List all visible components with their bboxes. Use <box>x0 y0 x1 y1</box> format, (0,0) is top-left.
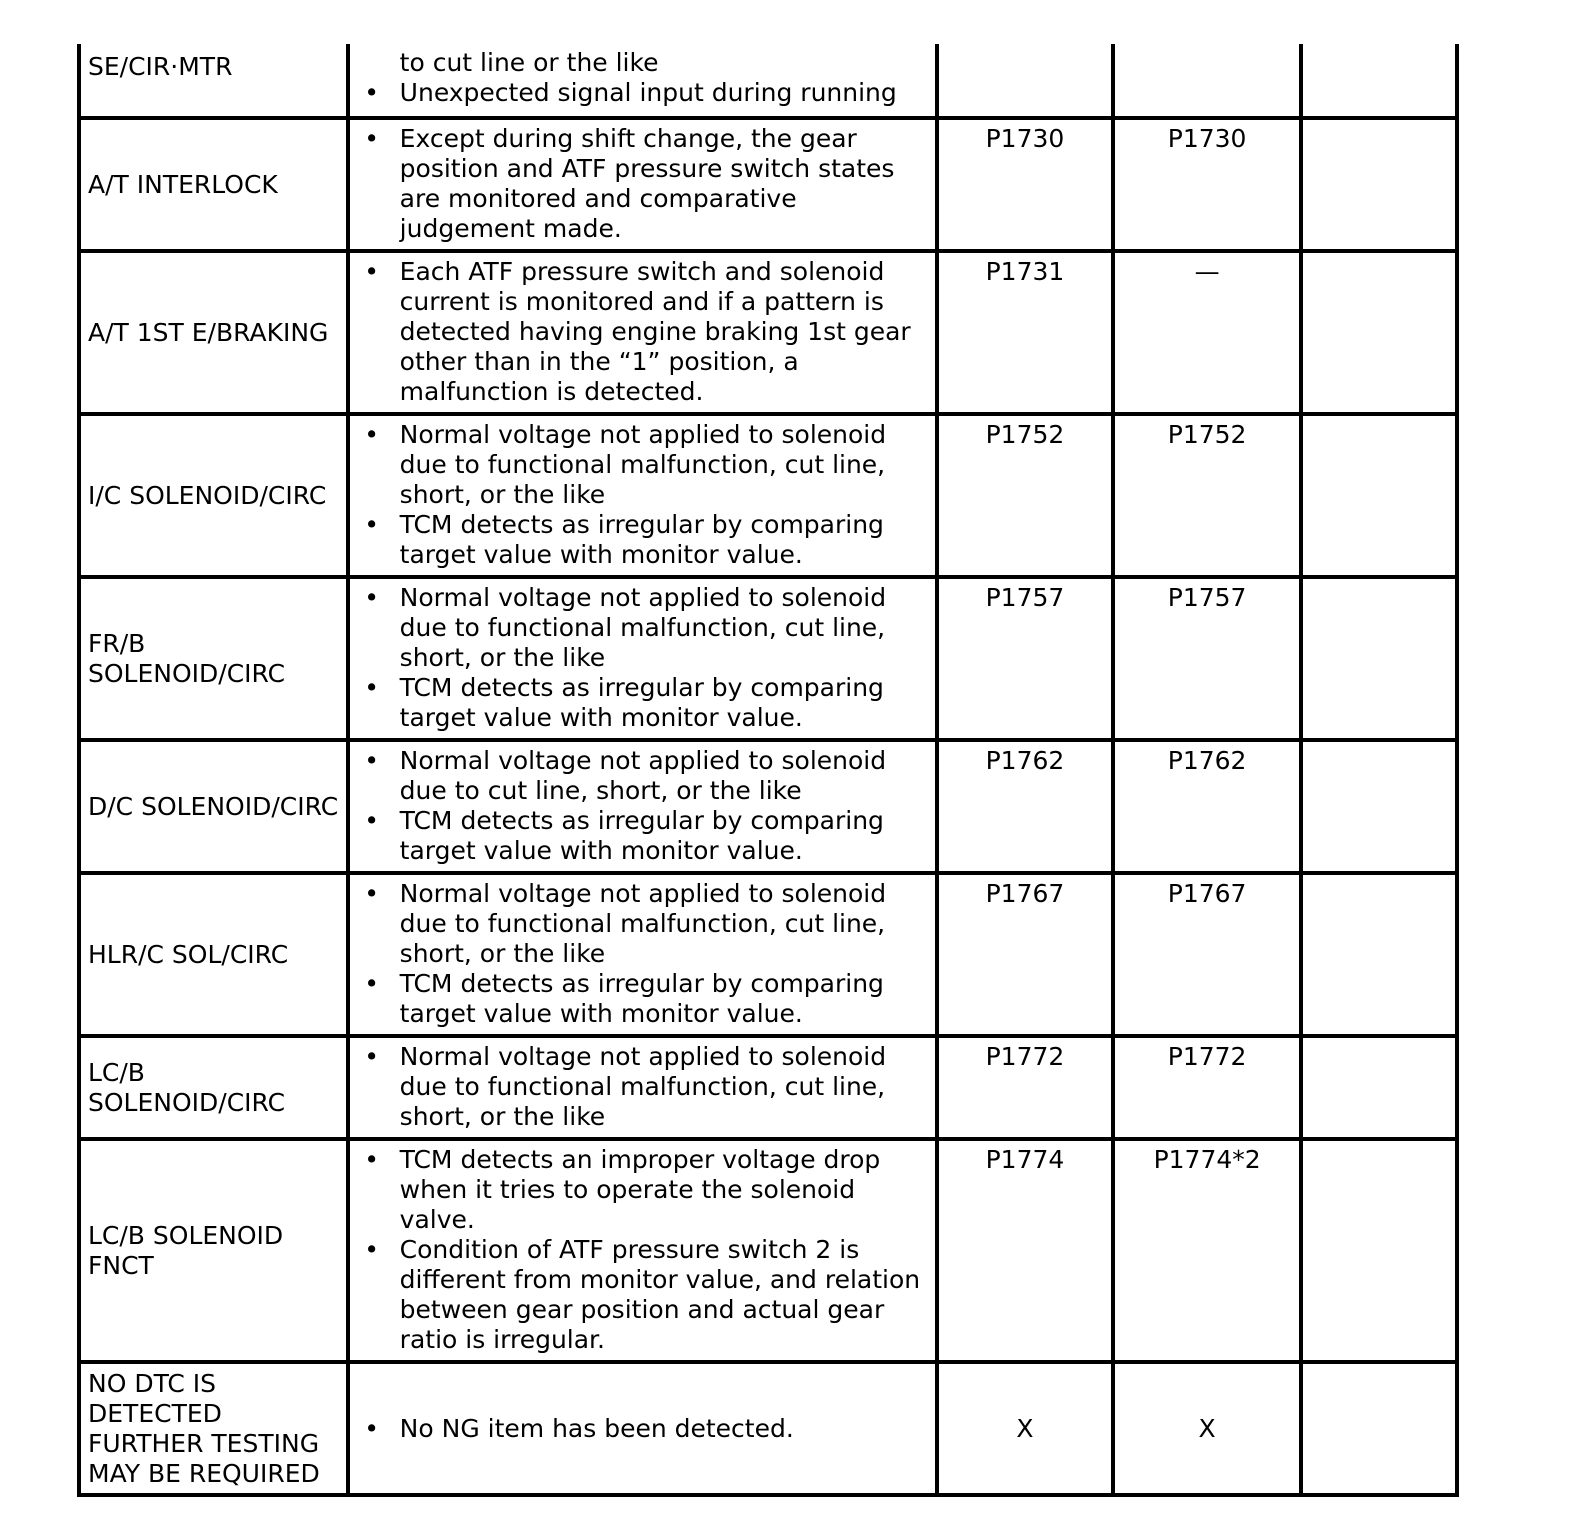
dtc-code-3 <box>1301 414 1457 577</box>
table-row <box>79 1036 1457 1139</box>
item-cell <box>79 1036 348 1139</box>
bullet-icon: • <box>364 1042 380 1071</box>
item-label: D/C SOLENOID/CIRC <box>88 791 339 821</box>
condition-cell <box>348 1036 937 1139</box>
item-cell <box>79 1139 348 1362</box>
table-row <box>79 44 1457 118</box>
condition-item: • No NG item has been detected. <box>356 1414 929 1444</box>
condition-item: • Except during shift change, the gear position and ATF pressure switch states are monitored and comparative judgement made. <box>356 124 929 244</box>
dtc-code-2: P1730 <box>1113 118 1301 251</box>
dtc-code-2: P1774*2 <box>1113 1139 1301 1362</box>
dtc-code-2: P1752 <box>1113 414 1301 577</box>
dtc-code-3 <box>1301 1362 1457 1495</box>
bullet-icon: • <box>364 1235 380 1264</box>
dtc-code-1: P1752 <box>937 414 1113 577</box>
dtc-code-3 <box>1301 577 1457 740</box>
item-cell <box>79 251 348 414</box>
condition-item: • Each ATF pressure switch and solenoid current is monitored and if a pattern is detected having engine braking 1st gear other than in the “1” position, a malfunction is detected. <box>356 257 929 407</box>
condition-item: • Normal voltage not applied to solenoid due to functional malfunction, cut line, short, or the like <box>356 583 929 673</box>
dtc-code-1: P1757 <box>937 577 1113 740</box>
item-cell <box>79 577 348 740</box>
condition-cell <box>348 873 937 1036</box>
bullet-icon: • <box>364 969 380 998</box>
dtc-code-1: P1774 <box>937 1139 1113 1362</box>
bullet-icon: • <box>364 1145 380 1174</box>
table-row <box>79 873 1457 1036</box>
condition-item: • Condition of ATF pressure switch 2 is different from monitor value, and relation between gear position and actual gear ratio is irregular. <box>356 1235 929 1355</box>
dtc-code-2: — <box>1113 251 1301 414</box>
condition-cell <box>348 251 937 414</box>
bullet-icon: • <box>364 257 380 286</box>
dtc-code-3 <box>1301 44 1457 118</box>
bullet-icon: • <box>364 806 380 835</box>
dtc-code-1: P1767 <box>937 873 1113 1036</box>
condition-item: • TCM detects as irregular by comparing target value with monitor value. <box>356 510 929 570</box>
condition-item: • Unexpected signal input during running <box>356 78 929 108</box>
dtc-code-3 <box>1301 873 1457 1036</box>
condition-cell <box>348 44 937 118</box>
bullet-icon: • <box>364 78 380 107</box>
item-label: NO DTC IS DETECTED FURTHER TESTING MAY BE REQUIRED <box>88 1368 320 1488</box>
item-cell <box>79 740 348 873</box>
item-label: A/T 1ST E/BRAKING <box>88 317 329 347</box>
dtc-code-3 <box>1301 1139 1457 1362</box>
table-row <box>79 251 1457 414</box>
item-label: SE/CIR·MTR <box>88 52 233 81</box>
item-label: LC/B SOLENOID/CIRC <box>88 1057 286 1117</box>
condition-cell <box>348 740 937 873</box>
bullet-icon: • <box>364 746 380 775</box>
dtc-code-1: P1730 <box>937 118 1113 251</box>
table-row <box>79 118 1457 251</box>
dtc-code-3 <box>1301 1036 1457 1139</box>
dtc-code-2: P1762 <box>1113 740 1301 873</box>
condition-cell <box>348 414 937 577</box>
condition-item: • Normal voltage not applied to solenoid due to functional malfunction, cut line, short, or the like <box>356 420 929 510</box>
item-label: A/T INTERLOCK <box>88 169 278 199</box>
condition-item: • Normal voltage not applied to solenoid due to functional malfunction, cut line, short, or the like <box>356 1042 929 1132</box>
dtc-code-2: P1772 <box>1113 1036 1301 1139</box>
condition-item: • TCM detects as irregular by comparing target value with monitor value. <box>356 806 929 866</box>
dtc-code-2 <box>1113 44 1301 118</box>
bullet-icon: • <box>364 510 380 539</box>
bullet-icon: • <box>364 583 380 612</box>
item-cell <box>79 873 348 1036</box>
condition-item: • Normal voltage not applied to solenoid due to cut line, short, or the like <box>356 746 929 806</box>
condition-item: • TCM detects as irregular by comparing target value with monitor value. <box>356 673 929 733</box>
item-label: FR/B SOLENOID/CIRC <box>88 628 286 688</box>
dtc-code-3 <box>1301 740 1457 873</box>
dtc-table <box>77 44 1459 1497</box>
dtc-code-1: P1731 <box>937 251 1113 414</box>
dtc-code-2: P1757 <box>1113 577 1301 740</box>
table-row <box>79 1139 1457 1362</box>
dtc-code-1: X <box>937 1362 1113 1495</box>
dtc-code-3 <box>1301 251 1457 414</box>
condition-item: • Normal voltage not applied to solenoid due to functional malfunction, cut line, short, or the like <box>356 879 929 969</box>
table-row <box>79 577 1457 740</box>
dtc-code-3 <box>1301 118 1457 251</box>
condition-cell <box>348 1362 937 1495</box>
dtc-code-2: X <box>1113 1362 1301 1495</box>
condition-cell <box>348 1139 937 1362</box>
table-row <box>79 740 1457 873</box>
item-cell <box>79 118 348 251</box>
bullet-icon: • <box>364 673 380 702</box>
condition-cell <box>348 577 937 740</box>
item-label: HLR/C SOL/CIRC <box>88 939 289 969</box>
bullet-icon: • <box>364 420 380 449</box>
item-cell <box>79 44 348 118</box>
item-cell <box>79 1362 348 1495</box>
condition-item: • TCM detects as irregular by comparing target value with monitor value. <box>356 969 929 1029</box>
condition-item: • TCM detects an improper voltage drop when it tries to operate the solenoid valve. <box>356 1145 929 1235</box>
condition-continuation: to cut line or the like <box>399 48 659 77</box>
dtc-code-1: P1762 <box>937 740 1113 873</box>
item-label: LC/B SOLENOID FNCT <box>88 1220 284 1280</box>
dtc-code-1: P1772 <box>937 1036 1113 1139</box>
table-row <box>79 414 1457 577</box>
table-row <box>79 1362 1457 1495</box>
item-label: I/C SOLENOID/CIRC <box>88 480 327 510</box>
bullet-icon: • <box>364 124 380 153</box>
bullet-icon: • <box>364 1413 380 1443</box>
bullet-icon: • <box>364 879 380 908</box>
dtc-code-2: P1767 <box>1113 873 1301 1036</box>
item-cell <box>79 414 348 577</box>
condition-cell <box>348 118 937 251</box>
dtc-code-1 <box>937 44 1113 118</box>
